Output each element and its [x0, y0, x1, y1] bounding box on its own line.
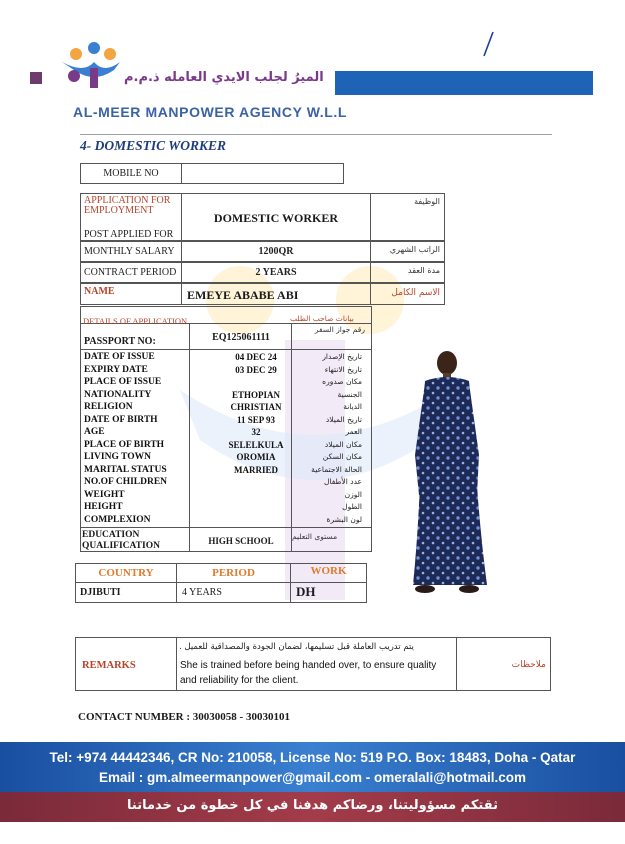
- remarks-text-english: She is trained before being handed over, to ensure quality and reliability for the client.: [180, 660, 437, 686]
- detail-key: PLACE OF BIRTH: [84, 439, 165, 450]
- remarks-label: REMARKS: [82, 660, 136, 671]
- post-applied-value: DOMESTIC WORKER: [213, 211, 339, 225]
- section-title: 4- DOMESTIC WORKER: [80, 138, 227, 153]
- detail-row: [82, 452, 372, 464]
- header-divider: [80, 134, 552, 135]
- detail-row: [82, 490, 372, 502]
- contact-number: CONTACT NUMBER : 30030058 - 30030101: [78, 711, 290, 723]
- detail-value: MARRIED: [234, 464, 278, 475]
- experience-country: DJIBUTI: [80, 587, 121, 598]
- experience-table: [75, 563, 367, 603]
- mobile-row: [80, 163, 344, 184]
- detail-key-arabic: الحالة الاجتماعية: [311, 464, 362, 474]
- detail-row: [82, 477, 372, 489]
- detail-key: DATE OF BIRTH: [84, 414, 158, 425]
- detail-value: 04 DEC 24: [235, 352, 277, 362]
- education-label: [82, 530, 160, 552]
- salary-label-arabic: الراتب الشهري: [389, 245, 440, 254]
- details-heading: DETAILS OF APPLICATION: [83, 316, 188, 326]
- detail-value: OROMIA: [236, 452, 276, 462]
- detail-key: LIVING TOWN: [84, 452, 151, 462]
- salary-row: [80, 241, 445, 262]
- name-label: NAME: [84, 286, 115, 297]
- detail-key-arabic: لون البشرة: [326, 514, 362, 524]
- education-label-line1: EDUCATION: [82, 530, 140, 540]
- passport-label: PASSPORT NO:: [84, 336, 156, 347]
- salary-value: 1200QR: [258, 246, 294, 257]
- footer-address: Tel: +974 44442346, CR No: 210058, License No: 519 P.O. Box: 18483, Doha - Qatar: [49, 750, 576, 765]
- detail-value: 32: [251, 427, 261, 437]
- application-row: [80, 193, 445, 241]
- education-value: HIGH SCHOOL: [208, 536, 274, 546]
- company-name-english: AL-MEER MANPOWER AGENCY W.L.L: [73, 104, 348, 120]
- passport-label-arabic: رقم جواز السفر: [314, 325, 365, 334]
- detail-key-arabic: الوزن: [344, 489, 362, 499]
- detail-value: SELELKULA: [228, 439, 284, 450]
- contract-row: [80, 262, 445, 283]
- detail-key: AGE: [84, 427, 105, 437]
- detail-value: ETHOPIAN: [231, 389, 280, 400]
- remarks-text-arabic: يتم تدريب العاملة قبل تسليمها، لضمان الجودة والمصداقية للعميل .: [179, 642, 414, 652]
- detail-key: WEIGHT: [84, 489, 125, 500]
- detail-key-arabic: الديانة: [343, 402, 362, 411]
- detail-key: EXPIRY DATE: [84, 364, 148, 375]
- detail-row: [82, 390, 372, 402]
- post-applied-label: POST APPLIED FOR: [84, 229, 174, 240]
- experience-period: 4 YEARS: [182, 587, 222, 598]
- detail-row: [82, 502, 372, 514]
- detail-key-arabic: تاريخ الانتهاء: [324, 364, 362, 374]
- detail-row: [82, 427, 372, 439]
- salary-label: MONTHLY SALARY: [84, 246, 175, 257]
- name-label-arabic: الاسم الكامل: [391, 288, 440, 298]
- detail-key: PLACE OF ISSUE: [84, 377, 162, 387]
- logo-square: [30, 72, 42, 84]
- education-label-arabic: مستوى التعليم: [292, 532, 338, 541]
- name-row: [80, 283, 445, 305]
- detail-key: MARITAL STATUS: [84, 464, 167, 475]
- pen-mark: [478, 30, 498, 60]
- detail-value: 03 DEC 29: [235, 364, 277, 375]
- detail-row: [82, 515, 372, 527]
- experience-header-country: COUNTRY: [98, 567, 154, 579]
- detail-row: [82, 365, 372, 377]
- remarks-box: [75, 637, 551, 691]
- detail-key: NATIONALITY: [84, 389, 152, 400]
- company-name-arabic: الميرُ لجلب الايدي العامله ذ.م.م: [124, 70, 324, 85]
- experience-work: DH: [296, 584, 316, 599]
- detail-key: DATE OF ISSUE: [84, 352, 155, 362]
- detail-row: [82, 465, 372, 477]
- detail-row: [82, 415, 372, 427]
- contract-label-arabic: مدة العقد: [408, 266, 440, 275]
- contract-label: CONTRACT PERIOD: [84, 267, 177, 278]
- header-blue-bar: [335, 71, 593, 95]
- detail-key-arabic: تاريخ الميلاد: [325, 414, 362, 424]
- detail-row: [82, 440, 372, 452]
- detail-key-arabic: مكان الميلاد: [324, 439, 362, 449]
- post-applied-label-arabic: الوظيفة: [414, 197, 440, 206]
- detail-row: [82, 352, 372, 364]
- footer-slogan-arabic: ثقتكم مسؤوليتنا، ورضاكم هدفنا في كل خطوة من خدماتنا: [127, 798, 498, 813]
- contract-value: 2 YEARS: [255, 267, 297, 278]
- detail-key-arabic: مكان صدوره: [322, 377, 362, 386]
- detail-key-arabic: مكان السكن: [322, 452, 362, 461]
- application-label: APPLICATION FOR EMPLOYMENT: [84, 195, 171, 216]
- education-label-line2: QUALIFICATION: [82, 541, 160, 551]
- detail-value: CHRISTIAN: [230, 402, 282, 412]
- detail-row: [82, 402, 372, 414]
- applicant-photo: [395, 345, 505, 600]
- detail-key-arabic: عدد الأطفال: [324, 477, 362, 486]
- detail-key: RELIGION: [84, 402, 133, 412]
- detail-key-arabic: العمر: [345, 427, 362, 436]
- detail-row: [82, 377, 372, 389]
- experience-header-work: WORK: [310, 565, 347, 577]
- detail-key: NO.OF CHILDREN: [84, 477, 168, 487]
- details-heading-arabic: بيانات صاحب الطلب: [290, 314, 354, 323]
- passport-value: EQ125061111: [212, 332, 270, 343]
- detail-key-arabic: تاريخ الإصدار: [322, 352, 362, 361]
- detail-key-arabic: الطول: [342, 502, 362, 511]
- name-value: EMEYE ABABE ABI: [187, 288, 299, 302]
- company-logo-icon: [54, 40, 124, 90]
- remarks-label-arabic: ملاحظات: [511, 660, 546, 670]
- footer-email: Email : gm.almeermanpower@gmail.com - omeralali@hotmail.com: [99, 770, 526, 785]
- detail-value: 11 SEP 93: [236, 414, 275, 425]
- detail-key: HEIGHT: [84, 502, 123, 512]
- detail-key: COMPLEXION: [84, 514, 151, 525]
- experience-header-period: PERIOD: [212, 567, 255, 579]
- mobile-label: MOBILE NO: [103, 168, 159, 179]
- detail-key-arabic: الجنسية: [337, 389, 362, 399]
